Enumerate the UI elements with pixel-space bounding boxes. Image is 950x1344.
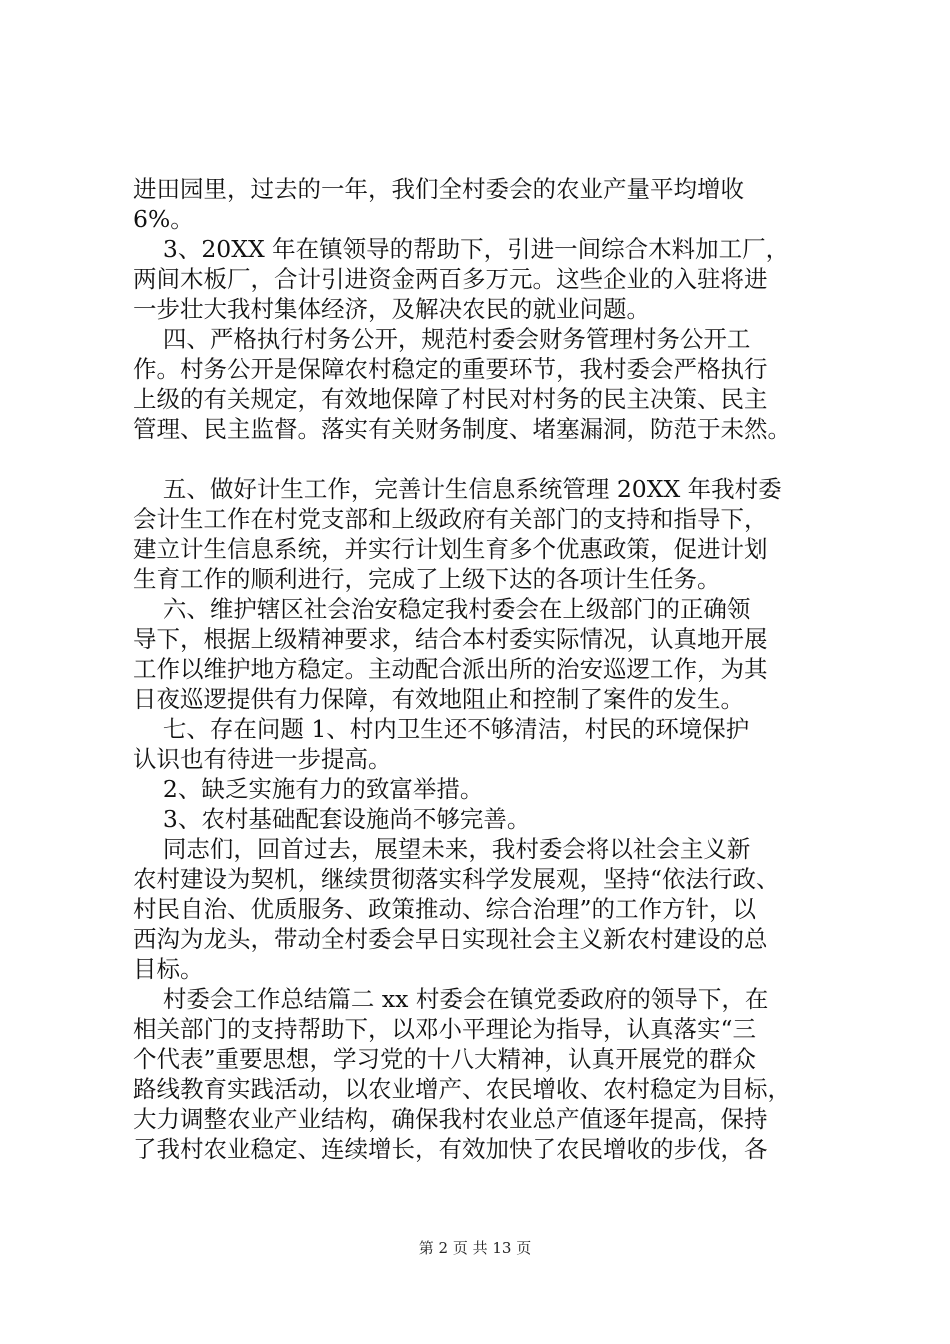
text-line: 建立计生信息系统，并实行计划生育多个优惠政策，促进计划	[133, 535, 768, 563]
text-line: 六、维护辖区社会治安稳定我村委会在上级部门的正确领	[133, 595, 751, 623]
text-line: 村民自治、优质服务、政策推动、综合治理”的工作方针，以	[133, 895, 757, 923]
text-line: 进田园里，过去的一年，我们全村委会的农业产量平均增收	[133, 175, 744, 203]
text-line: 6%。	[133, 205, 194, 233]
text-line: 西沟为龙头，带动全村委会早日实现社会主义新农村建设的总	[133, 925, 768, 953]
text-line: 3、农村基础配套设施尚不够完善。	[133, 805, 531, 833]
text-line: 目标。	[133, 955, 204, 983]
text-line: 上级的有关规定，有效地保障了村民对村务的民主决策、民主	[133, 385, 768, 413]
text-line: 路线教育实践活动，以农业增产、农民增收、农村稳定为目标，	[133, 1075, 791, 1103]
text-line: 生育工作的顺利进行，完成了上级下达的各项计生任务。	[133, 565, 721, 593]
text-line: 了我村农业稳定、连续增长，有效加快了农民增收的步伐，各	[133, 1135, 768, 1163]
text-line: 两间木板厂，合计引进资金两百多万元。这些企业的入驻将进	[133, 265, 768, 293]
text-line: 作。村务公开是保障农村稳定的重要环节，我村委会严格执行	[133, 355, 768, 383]
text-line: 2、缺乏实施有力的致富举措。	[133, 775, 484, 803]
page-number-footer: 第 2 页 共 13 页	[418, 1239, 532, 1257]
text-line: 日夜巡逻提供有力保障，有效地阻止和控制了案件的发生。	[133, 685, 744, 713]
text-line: 3、20XX 年在镇领导的帮助下，引进一间综合木料加工厂，	[133, 235, 790, 263]
text-line: 五、做好计生工作，完善计生信息系统管理 20XX 年我村委	[133, 475, 782, 503]
text-line: 大力调整农业产业结构，确保我村农业总产值逐年提高，保持	[133, 1105, 768, 1133]
text-line: 个代表”重要思想，学习党的十八大精神，认真开展党的群众	[133, 1045, 757, 1073]
text-line: 导下，根据上级精神要求，结合本村委实际情况，认真地开展	[133, 625, 768, 653]
text-line: 同志们，回首过去，展望未来，我村委会将以社会主义新	[133, 835, 751, 863]
text-line: 一步壮大我村集体经济，及解决农民的就业问题。	[133, 295, 650, 323]
text-line: 村委会工作总结篇二 xx 村委会在镇党委政府的领导下，在	[133, 985, 769, 1013]
text-line: 会计生工作在村党支部和上级政府有关部门的支持和指导下，	[133, 505, 768, 533]
text-line: 相关部门的支持帮助下，以邓小平理论为指导，认真落实“三	[133, 1015, 757, 1043]
text-line: 工作以维护地方稳定。主动配合派出所的治安巡逻工作，为其	[133, 655, 768, 683]
text-line: 农村建设为契机，继续贯彻落实科学发展观，坚持“依法行政、	[133, 865, 780, 893]
text-line: 七、存在问题 1、村内卫生还不够清洁，村民的环境保护	[133, 715, 750, 743]
text-line: 四、严格执行村务公开，规范村委会财务管理村务公开工	[133, 325, 751, 353]
text-line: 管理、民主监督。落实有关财务制度、堵塞漏洞，防范于未然。	[133, 415, 791, 443]
text-line: 认识也有待进一步提高。	[133, 745, 392, 773]
